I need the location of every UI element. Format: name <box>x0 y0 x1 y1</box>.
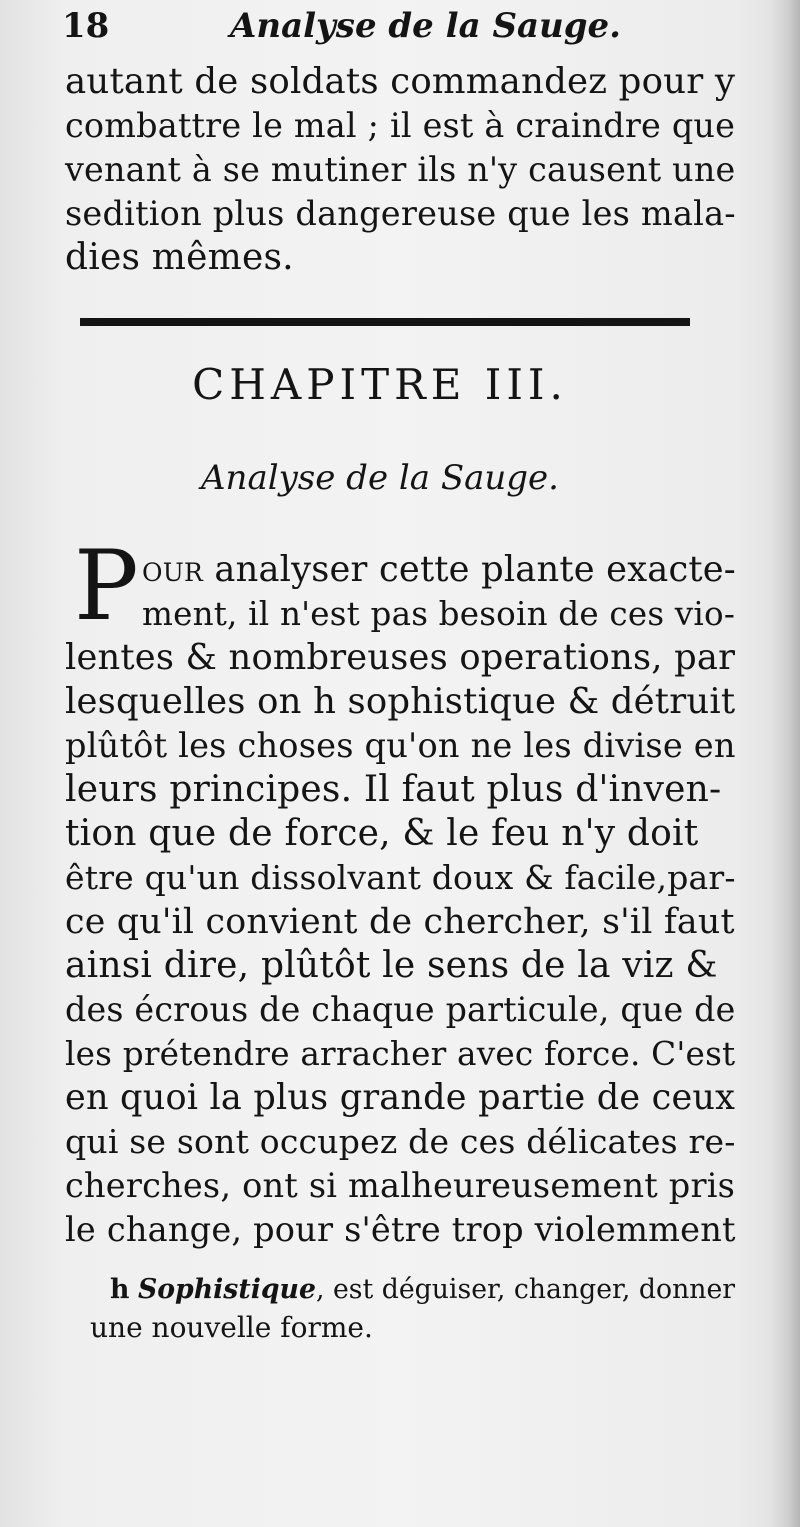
text-line: plûtôt les choses qu'on ne les divise en <box>65 726 736 765</box>
footnote-line <box>110 1270 735 1310</box>
text-line: combattre le mal ; il est à craindre que <box>65 106 736 145</box>
text-line: autant de soldats commandez pour y <box>65 61 736 102</box>
chapter-title: CHAPITRE III. <box>192 360 568 409</box>
section-rule <box>80 318 690 326</box>
text-line: les prétendre arracher avec force. C'est <box>65 1035 736 1073</box>
text-line: leurs principes. Il faut plus d'inven- <box>65 769 722 810</box>
footnote-line: une nouvelle forme. <box>90 1311 373 1344</box>
running-head: Analyse de la Sauge. <box>230 6 621 46</box>
text-line: en quoi la plus grande partie de ceux <box>65 1077 736 1118</box>
first-line-rest: analyser cette plante exacte- <box>203 549 736 590</box>
drop-cap: P <box>74 530 139 642</box>
text-line: cherches, ont si malheureusement pris <box>65 1166 736 1205</box>
text-line <box>142 548 736 592</box>
text-line: le change, pour s'être trop violemment <box>65 1210 736 1249</box>
chapter-subtitle: Analyse de la Sauge. <box>201 458 559 498</box>
text-line: venant à se mutiner ils n'y causent une <box>65 150 736 189</box>
text-line: des écrous de chaque particule, que de <box>65 990 736 1029</box>
page-number: 18 <box>62 6 110 46</box>
page-edge-shadow <box>770 0 800 1527</box>
text-line: dies mêmes. <box>65 237 294 278</box>
page-header <box>62 6 742 50</box>
text-line: sedition plus dangereuse que les mala- <box>65 194 736 233</box>
text-line: ainsi dire, plûtôt le sens de la viz & <box>65 945 718 986</box>
text-line: qui se sont occupez de ces délicates re- <box>65 1122 736 1161</box>
text-line: ce qu'il convient de chercher, s'il faut <box>65 902 735 942</box>
footnote-mark: h <box>110 1274 130 1305</box>
footnote-term: Sophistique <box>137 1274 316 1305</box>
text-line: être qu'un dissolvant doux & facile,par- <box>65 858 736 897</box>
text-line: lesquelles on h sophistique & détruit <box>65 681 736 722</box>
first-words: our <box>142 549 203 590</box>
footnote-text: , est déguiser, changer, donner <box>315 1274 736 1305</box>
text-line: tion que de force, & le feu n'y doit <box>65 813 699 854</box>
text-line: ment, il n'est pas besoin de ces vio- <box>142 595 736 633</box>
text-line: lentes & nombreuses operations, par <box>65 637 736 678</box>
